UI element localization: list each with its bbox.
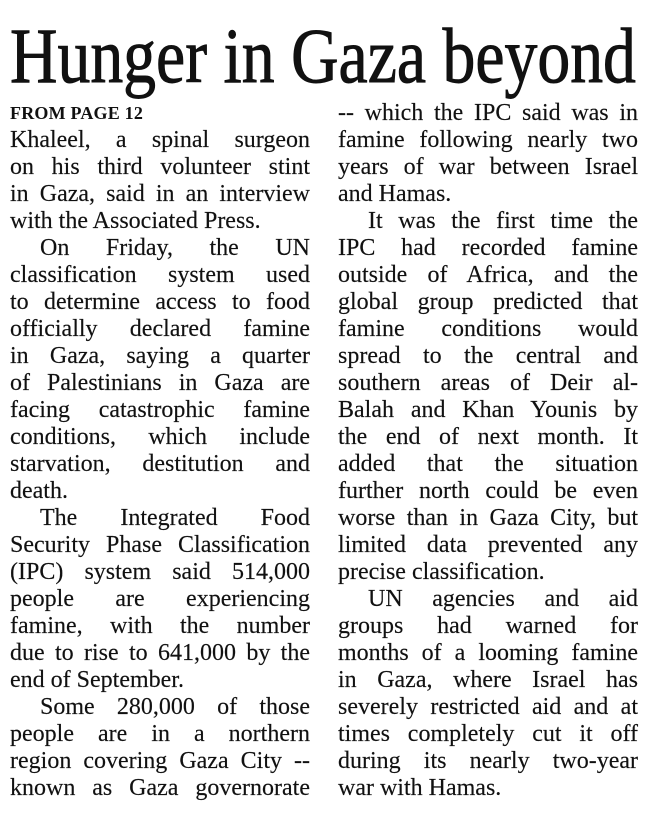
text-line: southern areas of Deir al- <box>338 370 638 396</box>
text-line: during its nearly two-year <box>338 748 638 774</box>
text-line: months of a looming famine <box>338 640 638 666</box>
text-line: IPC had recorded famine <box>338 235 638 261</box>
text-line: with the Associated Press. <box>10 208 261 234</box>
text-line: Balah and Khan Younis by <box>338 397 638 423</box>
headline-text: Hunger in Gaza beyond <box>10 17 636 99</box>
paragraph <box>10 505 310 694</box>
text-line: precise classification. <box>338 559 545 585</box>
text-line: to determine access to food <box>10 289 310 315</box>
text-line: of Palestinians in Gaza are <box>10 370 310 396</box>
text-line: war with Hamas. <box>338 775 502 801</box>
text-line: due to rise to 641,000 by the <box>10 640 310 666</box>
text-line: in Gaza, where Israel has <box>338 667 638 693</box>
text-line: classification system used <box>10 262 310 288</box>
text-line: further north could be even <box>338 478 638 504</box>
text-line: severely restricted aid and at <box>338 694 638 720</box>
paragraph <box>10 127 310 235</box>
text-line: years of war between Israel <box>338 154 638 180</box>
headline <box>10 17 638 107</box>
text-line: officially declared famine <box>10 316 310 342</box>
text-line: groups had warned for <box>338 613 638 639</box>
text-line: global group predicted that <box>338 289 638 315</box>
right-column <box>338 100 638 802</box>
text-line: (IPC) system said 514,000 <box>10 559 310 585</box>
text-line: UN agencies and aid <box>368 586 638 612</box>
text-line: outside of Africa, and the <box>338 262 638 288</box>
text-line: famine, with the number <box>10 613 310 639</box>
text-line: Security Phase Classification <box>10 532 310 558</box>
text-line: people are in a northern <box>10 721 310 747</box>
text-line: starvation, destitution and <box>10 451 310 477</box>
paragraph <box>10 235 310 505</box>
text-line: on his third volunteer stint <box>10 154 310 180</box>
text-line: worse than in Gaza City, but <box>338 505 638 531</box>
text-line: known as Gaza governorate <box>10 775 310 801</box>
text-line: times completely cut it off <box>338 721 638 747</box>
text-line: conditions, which include <box>10 424 310 450</box>
text-line: famine conditions would <box>338 316 638 342</box>
paragraph <box>10 694 310 802</box>
text-line: spread to the central and <box>338 343 638 369</box>
text-line: famine following nearly two <box>338 127 638 153</box>
text-line: On Friday, the UN <box>40 235 310 261</box>
text-line: added that the situation <box>338 451 638 477</box>
text-line: The Integrated Food <box>40 505 310 531</box>
text-line: and Hamas. <box>338 181 452 207</box>
text-line: people are experiencing <box>10 586 310 612</box>
text-line: It was the first time the <box>368 208 638 234</box>
text-line: region covering Gaza City -- <box>10 748 310 774</box>
text-line: Some 280,000 of those <box>40 694 310 720</box>
text-line: limited data prevented any <box>338 532 638 558</box>
text-line: facing catastrophic famine <box>10 397 310 423</box>
paragraph <box>338 100 638 208</box>
text-line: -- which the IPC said was in <box>338 100 638 126</box>
paragraph <box>338 586 638 802</box>
text-line: in Gaza, said in an interview <box>10 181 310 207</box>
jump-line: FROM PAGE 12 <box>10 103 144 123</box>
text-line: the end of next month. It <box>338 424 638 450</box>
text-line: Khaleel, a spinal surgeon <box>10 127 310 153</box>
left-column <box>10 100 310 802</box>
text-line: in Gaza, saying a quarter <box>10 343 310 369</box>
paragraph <box>338 208 638 586</box>
text-line: death. <box>10 478 68 504</box>
text-line: end of September. <box>10 667 184 693</box>
